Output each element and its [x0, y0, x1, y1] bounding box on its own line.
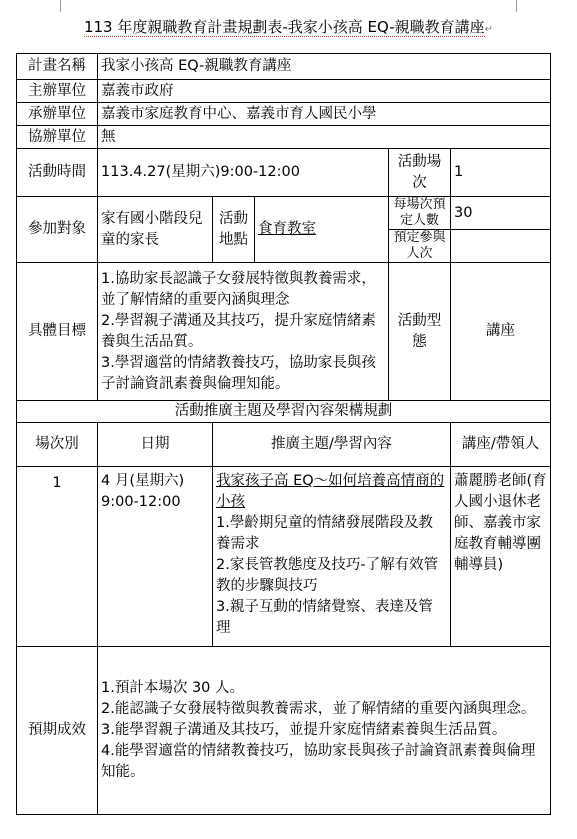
organizer-value: 嘉義市政府 [98, 80, 551, 103]
page-margin-mark [60, 0, 61, 12]
goal-item: 2.學習親子溝通及其技巧，提升家庭情緒素養與生活品質。 [101, 312, 376, 350]
expected-per-label: 每場次預定人數 [389, 197, 451, 230]
header-speaker: 講座/帶領人 [451, 423, 551, 467]
expected-total-value [451, 230, 551, 263]
plan-name-label: 計畫名稱 [17, 54, 98, 80]
section-header: 活動推廣主題及學習內容架構規劃 [17, 401, 551, 423]
type-value: 講座 [451, 263, 551, 401]
executor-label: 承辦單位 [17, 103, 98, 126]
executor-value: 嘉義市家庭教育中心、嘉義市育人國民小學 [98, 103, 551, 126]
expected-per-value: 30 [451, 197, 551, 230]
sessions-label: 活動場次 [389, 149, 451, 197]
outcome-item: 2.能認識子女發展特徵與教養需求，並了解情緒的重要內涵與理念。 [101, 701, 536, 717]
time-value: 113.4.27(星期六)9:00-12:00 [98, 149, 389, 197]
plan-name-value: 我家小孩高 EQ-親職教育講座 [98, 54, 551, 80]
co-organizer-value: 無 [98, 126, 551, 149]
outcome-list [98, 647, 551, 815]
header-session: 場次別 [17, 423, 98, 467]
location-label: 活動地點 [213, 197, 255, 263]
topic-item: 1.學齡期兒童的情緒發展階段及教養需求 [216, 515, 433, 552]
outcome-item: 1.預計本場次 30 人。 [101, 680, 245, 696]
schedule-session: 1 [17, 467, 98, 647]
sessions-value: 1 [451, 149, 551, 197]
header-date: 日期 [98, 423, 213, 467]
target-value: 家有國小階段兒童的家長 [98, 197, 213, 263]
outcome-label: 預期成效 [17, 647, 98, 815]
topic-title: 我家孩子高 EQ～如何培養高情商的小孩 [216, 473, 445, 510]
schedule-topic [213, 467, 451, 647]
schedule-date: 4 月(星期六) 9:00-12:00 [98, 467, 213, 647]
goals-list [98, 263, 389, 401]
type-label: 活動型態 [389, 263, 451, 401]
expected-total-label: 預定參與人次 [389, 230, 451, 263]
schedule-speaker: 蕭麗勝老師(育人國小退休老師、嘉義市家庭教育輔導團輔導員) [451, 467, 551, 647]
header-topic: 推廣主題/學習內容 [213, 423, 451, 467]
goal-item: 3.學習適當的情緒教養技巧，協助家長與孩子討論資訊素養與倫理知能。 [101, 354, 376, 392]
document-title: 113 年度親職教育計畫規劃表-我家小孩高 EQ-親職教育講座↵ [83, 18, 494, 36]
plan-table [16, 53, 551, 815]
time-label: 活動時間 [17, 149, 98, 197]
location-value: 食育教室 [255, 197, 389, 263]
goals-label: 具體目標 [17, 263, 98, 401]
outcome-item: 4.能學習適當的情緒教養技巧，協助家長與孩子討論資訊素養與倫理知能。 [101, 743, 536, 780]
organizer-label: 主辦單位 [17, 80, 98, 103]
co-organizer-label: 協辦單位 [17, 126, 98, 149]
target-label: 參加對象 [17, 197, 98, 263]
page-margin-mark [516, 0, 517, 12]
goal-item: 1.協助家長認識子女發展特徵與教養需求，並了解情緒的重要內涵與理念 [101, 270, 376, 308]
topic-item: 3.親子互動的情緒覺察、表達及管理 [216, 599, 433, 636]
topic-item: 2.家長管教態度及技巧-了解有效管教的步驟與技巧 [216, 557, 439, 594]
outcome-item: 3.能學習親子溝通及其技巧，並提升家庭情緒素養與生活品質。 [101, 722, 507, 738]
